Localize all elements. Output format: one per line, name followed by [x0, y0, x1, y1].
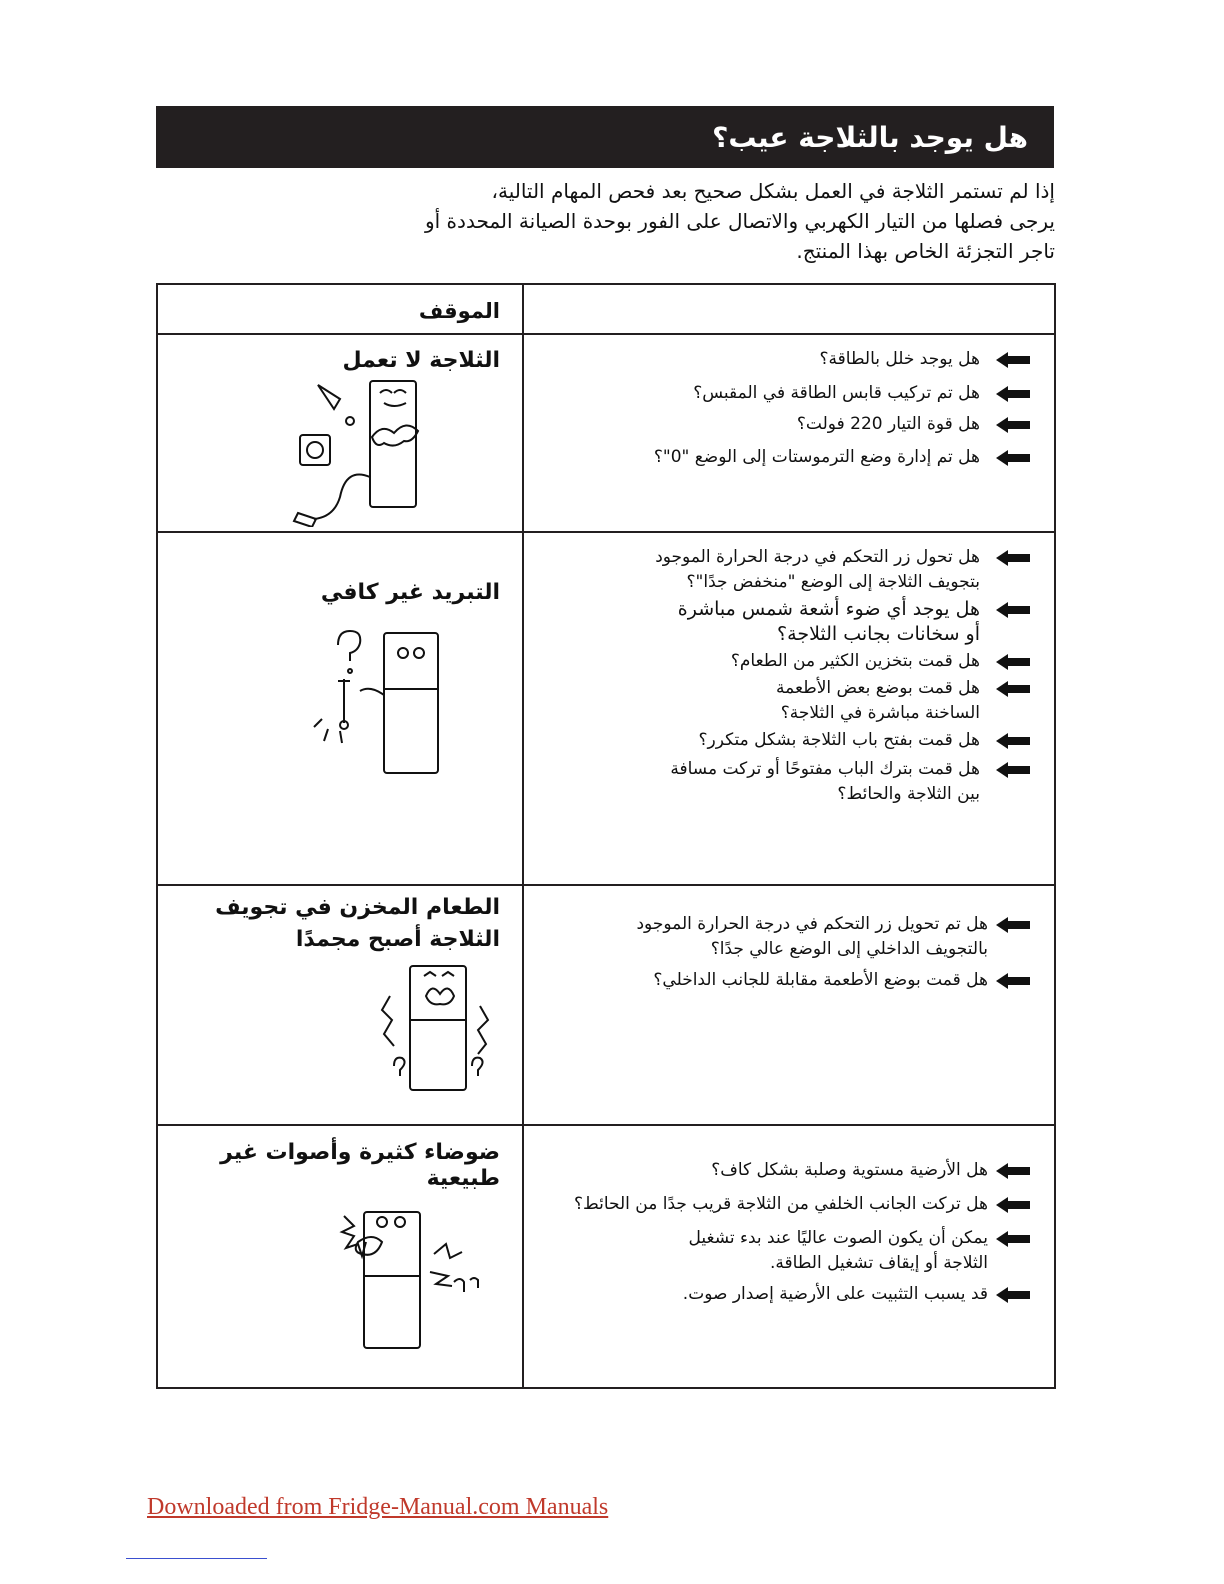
situation-title: الثلاجة لا تعمل [342, 348, 500, 373]
fridge-noise-icon [158, 1192, 520, 1352]
fridge-unplugged-illustration [158, 377, 522, 531]
arrow-left-icon [996, 1197, 1030, 1213]
check-list [524, 533, 1054, 807]
check-text: هل قوة التيار 220 فولت؟ [796, 414, 980, 434]
arrow-left-icon [996, 973, 1030, 989]
check-text: هل تم تحويل زر التحكم في درجة الحرارة الموجود [636, 914, 988, 934]
situation-header-cell [157, 284, 523, 334]
check-item [524, 347, 1054, 372]
arrow-left-icon [996, 1163, 1030, 1179]
check-cell [523, 1125, 1055, 1388]
arrow-left-icon [996, 681, 1030, 697]
arrow-left-icon [996, 550, 1030, 566]
situation-cell [157, 532, 523, 885]
check-text: الساخنة مباشرة في الثلاجة؟ [780, 703, 980, 723]
check-item [524, 445, 1054, 470]
check-cell [523, 532, 1055, 885]
fridge-thermometer-icon [158, 609, 520, 779]
check-text: بين الثلاجة والحائط؟ [837, 784, 980, 804]
check-item [524, 757, 1054, 807]
fridge-frozen-illustration [158, 956, 522, 1100]
check-text: يمكن أن يكون الصوت عاليًا عند بدء تشغيل [688, 1228, 988, 1248]
arrow-left-icon [996, 1231, 1030, 1247]
check-text: هل قمت بتخزين الكثير من الطعام؟ [730, 651, 980, 671]
check-text: هل تحول زر التحكم في درجة الحرارة الموجود [655, 547, 980, 567]
check-list [524, 886, 1054, 993]
table-header-row [157, 284, 1055, 334]
situation-title: ضوضاء كثيرة وأصوات غير طبيعية [220, 1140, 500, 1191]
troubleshooting-table [156, 283, 1056, 1389]
check-cell [523, 885, 1055, 1125]
check-text: هل تم تركيب قابس الطاقة في المقبس؟ [693, 383, 980, 403]
check-cell [523, 334, 1055, 532]
fridge-frozen-icon [158, 956, 520, 1096]
check-text: هل يوجد أي ضوء أشعة شمس مباشرة [677, 598, 980, 620]
check-text: الثلاجة أو إيقاف تشغيل الطاقة. [770, 1253, 988, 1273]
arrow-left-icon [996, 1287, 1030, 1303]
check-text: هل قمت بترك الباب مفتوحًا أو تركت مسافة [670, 759, 980, 779]
check-item [524, 968, 1054, 993]
page-title-bar [156, 106, 1054, 168]
table-row [157, 532, 1055, 885]
check-item [524, 1226, 1054, 1276]
check-text: هل الأرضية مستوية وصلبة بشكل كاف؟ [711, 1160, 988, 1180]
situation-title: الطعام المخزن في تجويف الثلاجة أصبح مجمدًا [215, 895, 500, 952]
check-item [524, 381, 1054, 406]
table-row [157, 334, 1055, 532]
check-text: هل يوجد خلل بالطاقة؟ [819, 349, 980, 369]
check-text: بتجويف الثلاجة إلى الوضع "منخفض جدًا"؟ [686, 572, 980, 592]
arrow-left-icon [996, 654, 1030, 670]
check-header [524, 285, 1054, 299]
footer-divider [126, 1558, 267, 1559]
situation-header: الموقف [418, 299, 500, 323]
arrow-left-icon [996, 386, 1030, 402]
fridge-noise-illustration [158, 1192, 522, 1356]
check-item [524, 597, 1054, 647]
check-item [524, 1192, 1054, 1217]
check-text: هل قمت بوضع بعض الأطعمة [776, 678, 980, 698]
arrow-left-icon [996, 602, 1030, 618]
check-item [524, 676, 1054, 726]
intro-line: إذا لم تستمر الثلاجة في العمل بشكل صحيح بعد فحص المهام التالية، [491, 179, 1055, 203]
check-item [524, 728, 1054, 753]
situation-cell [157, 1125, 523, 1388]
check-text: أو سخانات بجانب الثلاجة؟ [777, 623, 980, 645]
check-text: قد يسبب التثبيت على الأرضية إصدار صوت. [682, 1284, 988, 1304]
arrow-left-icon [996, 762, 1030, 778]
intro-line: تاجر التجزئة الخاص بهذا المنتج. [796, 239, 1055, 263]
download-source-link[interactable]: Downloaded from Fridge-Manual.com Manuals [147, 1494, 609, 1520]
check-item [524, 1158, 1054, 1183]
check-item [524, 545, 1054, 595]
situation-cell [157, 885, 523, 1125]
arrow-left-icon [996, 417, 1030, 433]
check-header-cell [523, 284, 1055, 334]
situation-cell [157, 334, 523, 532]
check-item [524, 412, 1054, 437]
intro-paragraph [300, 176, 1055, 266]
check-item [524, 912, 1054, 962]
arrow-left-icon [996, 733, 1030, 749]
table-row [157, 885, 1055, 1125]
fridge-thermometer-illustration [158, 609, 522, 783]
check-text: بالتجويف الداخلي إلى الوضع عالي جدًا؟ [710, 939, 988, 959]
arrow-left-icon [996, 917, 1030, 933]
arrow-left-icon [996, 352, 1030, 368]
check-text: هل تركت الجانب الخلفي من الثلاجة قريب جدًا من الحائط؟ [573, 1194, 988, 1214]
table-row [157, 1125, 1055, 1388]
fridge-unplugged-icon [158, 377, 520, 527]
check-text: هل قمت بفتح باب الثلاجة بشكل متكرر؟ [698, 730, 980, 750]
check-item [524, 649, 1054, 674]
check-text: هل قمت بوضع الأطعمة مقابلة للجانب الداخلي؟ [653, 970, 988, 990]
check-item [524, 1282, 1054, 1307]
page-title: هل يوجد بالثلاجة عيب؟ [712, 120, 1028, 154]
situation-title: التبريد غير كافي [320, 580, 500, 605]
check-list [524, 335, 1054, 470]
arrow-left-icon [996, 450, 1030, 466]
intro-line: يرجى فصلها من التيار الكهربي والاتصال على الفور بوحدة الصيانة المحددة أو [424, 209, 1055, 233]
check-list [524, 1126, 1054, 1307]
check-text: هل تم إدارة وضع الترموستات إلى الوضع "0"؟ [653, 447, 980, 467]
